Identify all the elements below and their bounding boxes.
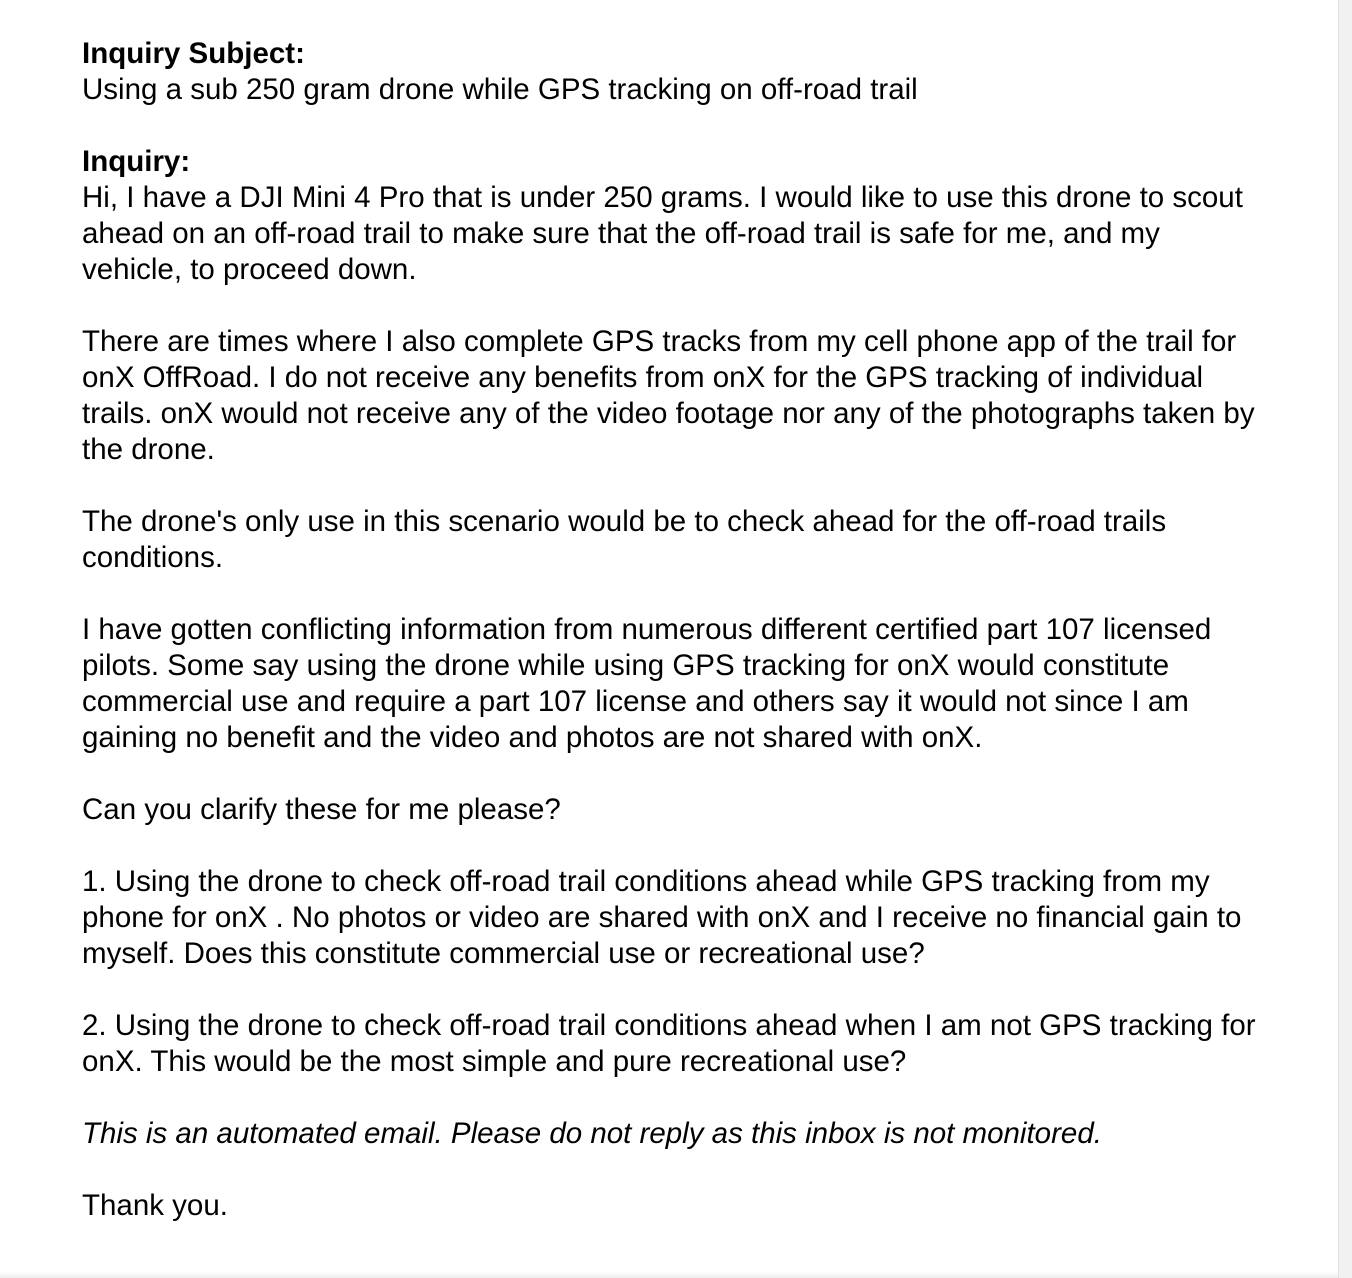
inquiry-paragraph-1: Hi, I have a DJI Mini 4 Pro that is under 250 grams. I would like to use this drone to scout ahead on an off-road trail to make sure that the off-road trail is safe for me, and my vehicle, to proceed down. [82, 181, 1243, 286]
spacer [82, 468, 1262, 504]
spacer [82, 972, 1262, 1008]
inquiry-paragraph-5: Can you clarify these for me please? [82, 793, 561, 826]
spacer [82, 756, 1262, 792]
scrollbar-track[interactable] [1338, 0, 1352, 1278]
spacer [82, 576, 1262, 612]
automated-notice: This is an automated email. Please do not reply as this inbox is not monitored. [82, 1117, 1102, 1150]
inquiry-label: Inquiry: [82, 145, 191, 178]
spacer [82, 1152, 1262, 1188]
question-2: 2. Using the drone to check off-road trail conditions ahead when I am not GPS tracking for onX. This would be the most simple and pure recreational use? [82, 1009, 1256, 1078]
message-content [82, 36, 1262, 1224]
subject-text: Using a sub 250 gram drone while GPS tracking on off-road trail [82, 73, 918, 106]
inquiry-paragraph-2: There are times where I also complete GPS tracks from my cell phone app of the trail for onX OffRoad. I do not receive any benefits from onX for the GPS tracking of individual trails. onX would not receive any of the video footage nor any of the photographs taken by the drone. [82, 325, 1255, 466]
subject-label: Inquiry Subject: [82, 37, 305, 70]
question-1: 1. Using the drone to check off-road trail conditions ahead while GPS tracking from my phone for onX . No photos or video are shared with onX and I receive no financial gain to myself. Does this constitute commercial use or recreational use? [82, 865, 1242, 970]
spacer [82, 1080, 1262, 1116]
spacer [82, 108, 1262, 144]
spacer [82, 288, 1262, 324]
inquiry-paragraph-4: I have gotten conflicting information from numerous different certified part 107 licensed pilots. Some say using the drone while using GPS tracking for onX would constitute commercial use and require a part 107 license and others say it would not since I am gaining no benefit and the video and photos are not shared with onX. [82, 613, 1212, 754]
spacer [82, 828, 1262, 864]
bottom-edge [0, 1272, 1338, 1278]
inquiry-paragraph-3: The drone's only use in this scenario would be to check ahead for the off-road trails conditions. [82, 505, 1167, 574]
closing-text: Thank you. [82, 1189, 228, 1222]
